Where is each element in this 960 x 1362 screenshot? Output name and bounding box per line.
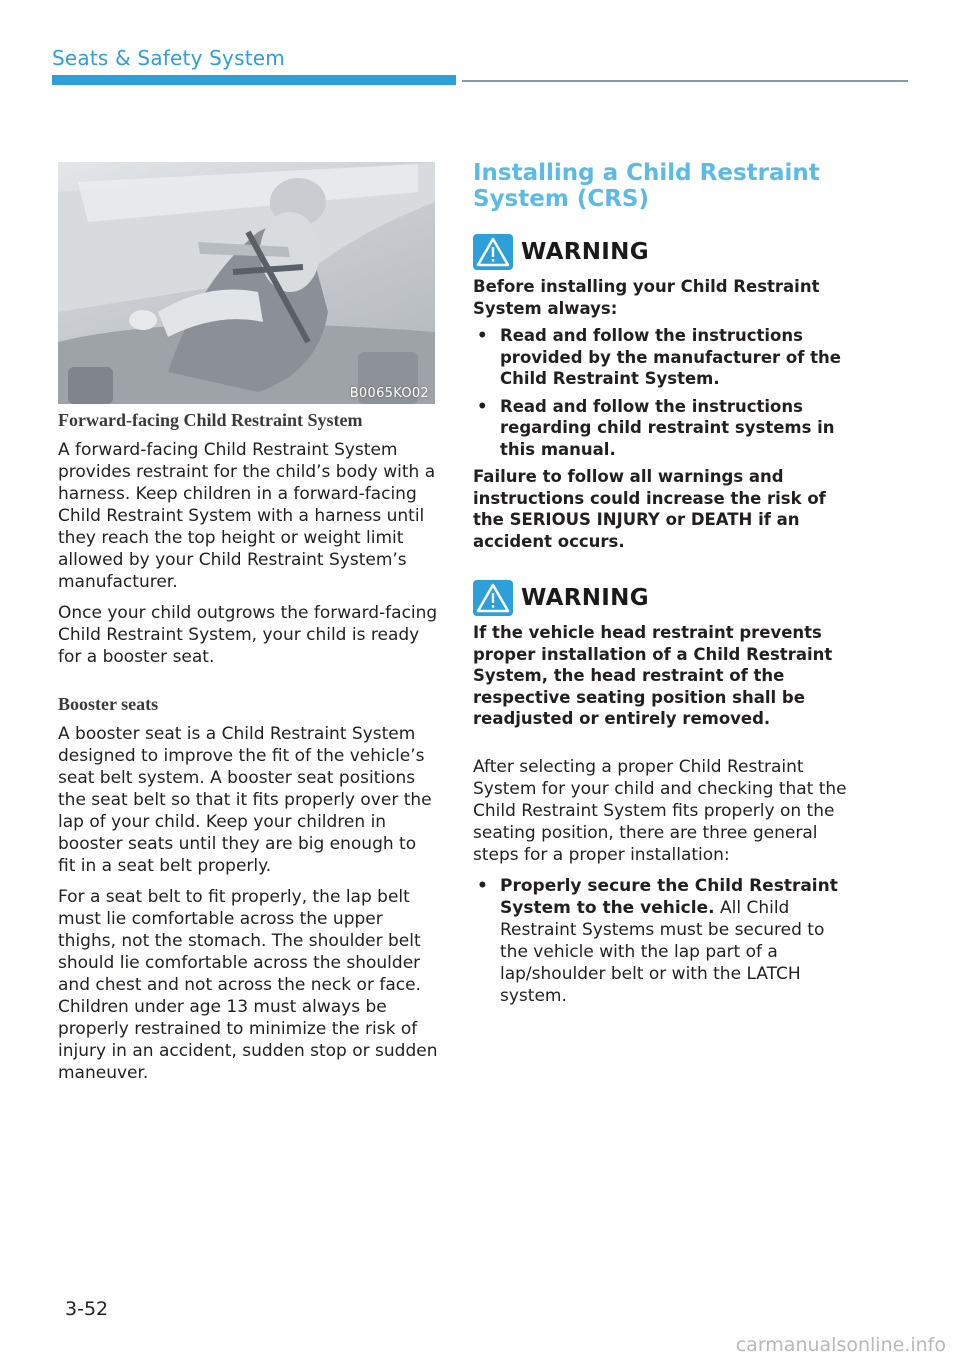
warning-triangle-icon — [473, 234, 513, 270]
warning-box — [473, 580, 853, 730]
paragraph: A booster seat is a Child Restraint System designed to improve the fit of the vehicle’s seat belt system. A booster seat positions the seat belt so that it fits properly over the lap of your child. Keep your children in booster seats until they are big enough to fit in a seat belt properly. — [58, 724, 432, 876]
paragraph: Once your child outgrows the forward-facing Child Restraint System, your child is ready for a booster seat. — [58, 603, 438, 667]
warning-intro: Before installing your Child Restraint System always: — [473, 277, 820, 318]
paragraph: After selecting a proper Child Restraint System for your child and checking that the Child Restraint System fits properly on the seating position, there are three general steps for a proper installation: — [473, 756, 847, 865]
child-seat-drawing — [58, 162, 435, 404]
paragraph: A forward-facing Child Restraint System provides restraint for the child’s body with a harness. Keep children in a forward-facing Child Restraint System with a harness until they reach the top height or weight limit allowed by your Child Restraint System’s manufacturer. — [58, 440, 436, 592]
list-item — [473, 396, 853, 461]
left-column — [58, 410, 438, 1093]
bullet: • — [477, 396, 488, 416]
bullet: • — [477, 326, 488, 345]
steps-list — [473, 875, 853, 1007]
watermark: carmanualsonline.info — [735, 1334, 946, 1356]
warning-label: WARNING — [521, 585, 649, 611]
list-item-text: Read and follow the instructions provided by the manufacturer of the Child Restraint System. — [500, 326, 841, 388]
list-item-text: Read and follow the instructions regarding child restraint systems in this manual. — [500, 396, 835, 459]
warning-header — [473, 234, 853, 270]
warning-text: If the vehicle head restraint prevents proper installation of a Child Restraint System, the head restraint of the respective seating position shall be readjusted or entirely removed. — [473, 623, 833, 728]
warning-box — [473, 234, 853, 552]
warning-label: WARNING — [521, 239, 649, 265]
figure-caption: B0065KO02 — [349, 386, 429, 401]
right-column — [473, 160, 853, 1013]
header-accent-bar — [52, 75, 456, 85]
step-text: All Child Restraint Systems must be secured to the vehicle with the lap part of a lap/shoulder belt or with the LATCH system. — [500, 897, 825, 1006]
subheading-booster-seats: Booster seats — [58, 694, 159, 714]
section-header: Seats & Safety System — [52, 46, 285, 70]
bullet: • — [477, 875, 488, 896]
warning-triangle-icon — [473, 580, 513, 616]
warning-outro: Failure to follow all warnings and instructions could increase the risk of the SERIOUS INJURY or DEATH if an accident occurs. — [473, 467, 826, 551]
list-item — [473, 325, 853, 390]
paragraph: For a seat belt to fit properly, the lap belt must lie comfortable across the upper thighs, not the stomach. The shoulder belt should lie comfortable across the shoulder and chest and not across the neck or face. Children under age 13 must always be properly restrained to minimize the risk of injury in an accident, sudden stop or sudden maneuver. — [58, 887, 438, 1083]
warning-header — [473, 580, 853, 616]
step-lead: Properly secure the Child Restraint System to the vehicle. — [500, 875, 838, 918]
page-number: 3-52 — [65, 1298, 109, 1320]
header-rule — [462, 80, 908, 82]
section-title: Installing a Child Restraint System (CRS) — [473, 160, 820, 212]
subheading-forward-facing: Forward-facing Child Restraint System — [58, 410, 363, 430]
list-item — [473, 875, 853, 1007]
warning-list — [473, 325, 853, 460]
child-seat-illustration — [58, 162, 435, 404]
